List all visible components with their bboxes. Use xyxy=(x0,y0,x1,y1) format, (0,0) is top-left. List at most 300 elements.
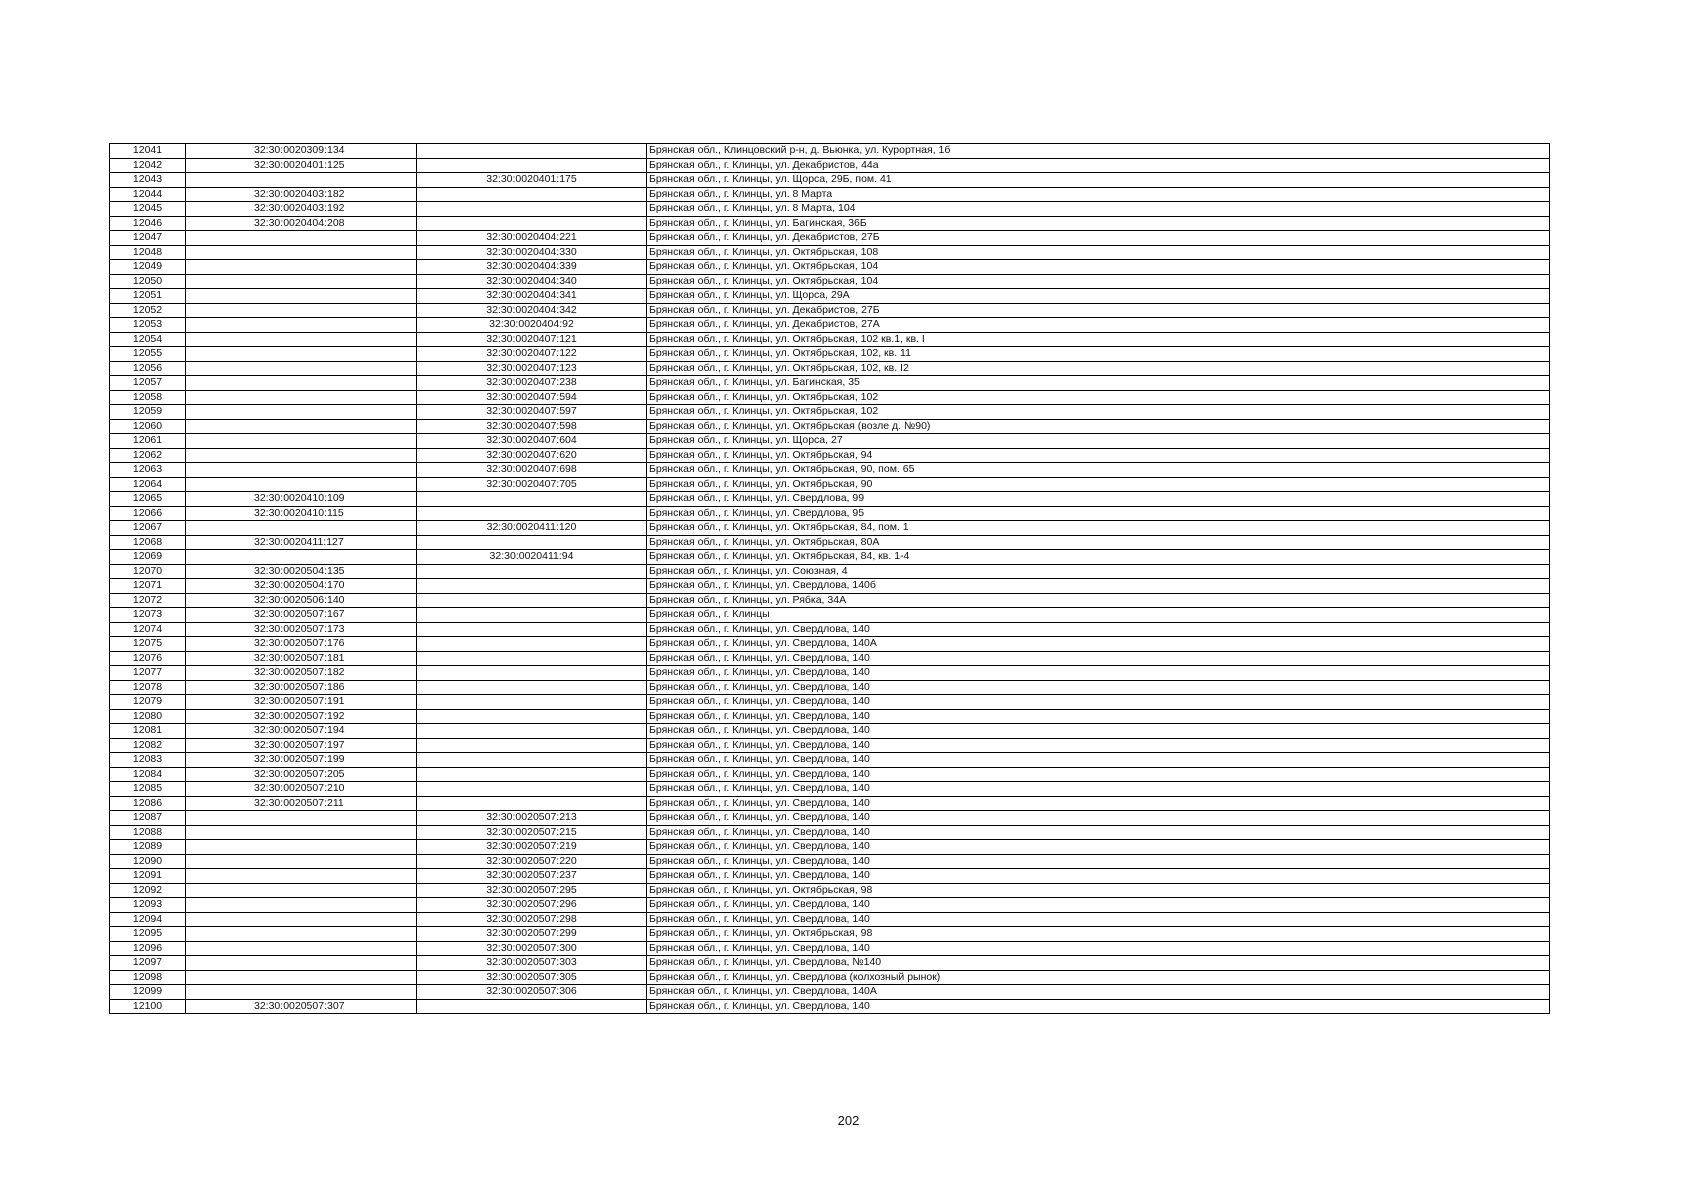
address-cell: Брянская обл., г. Клинцы, ул. Свердлова, 140 xyxy=(647,666,1550,681)
table-row xyxy=(110,927,1550,942)
cadastral-number-cell xyxy=(186,303,417,318)
table-row xyxy=(110,521,1550,536)
row-number-cell: 12068 xyxy=(110,535,186,550)
row-number-cell: 12079 xyxy=(110,695,186,710)
address-cell: Брянская обл., г. Клинцы, ул. Декабристов, 27Б xyxy=(647,231,1550,246)
cadastral-number-cell xyxy=(186,405,417,420)
cadastral-number-cell xyxy=(186,260,417,275)
table-row xyxy=(110,245,1550,260)
cadastral-number-alt-cell: 32:30:0020507:299 xyxy=(417,927,647,942)
cadastral-number-cell xyxy=(186,173,417,188)
address-cell: Брянская обл., г. Клинцы, ул. Октябрьская, 98 xyxy=(647,927,1550,942)
cadastral-number-cell: 32:30:0020507:307 xyxy=(186,999,417,1014)
cadastral-number-cell: 32:30:0020504:170 xyxy=(186,579,417,594)
address-cell: Брянская обл., г. Клинцы, ул. Багинская, 35 xyxy=(647,376,1550,391)
row-number-cell: 12062 xyxy=(110,448,186,463)
row-number-cell: 12087 xyxy=(110,811,186,826)
table-row xyxy=(110,332,1550,347)
table-row xyxy=(110,376,1550,391)
row-number-cell: 12085 xyxy=(110,782,186,797)
row-number-cell: 12094 xyxy=(110,912,186,927)
cadastral-number-cell xyxy=(186,390,417,405)
table-row xyxy=(110,550,1550,565)
table-row xyxy=(110,419,1550,434)
cadastral-number-alt-cell xyxy=(417,535,647,550)
table-row xyxy=(110,738,1550,753)
cadastral-number-cell xyxy=(186,840,417,855)
table-row xyxy=(110,695,1550,710)
table-row xyxy=(110,593,1550,608)
cadastral-number-alt-cell: 32:30:0020407:604 xyxy=(417,434,647,449)
address-cell: Брянская обл., г. Клинцы, ул. Багинская, 36Б xyxy=(647,216,1550,231)
address-cell: Брянская обл., г. Клинцы, ул. Свердлова, 140 xyxy=(647,912,1550,927)
address-cell: Брянская обл., г. Клинцы, ул. Свердлова, 140А xyxy=(647,637,1550,652)
cadastral-number-alt-cell xyxy=(417,144,647,159)
cadastral-number-alt-cell: 32:30:0020507:296 xyxy=(417,898,647,913)
address-cell: Брянская обл., г. Клинцы, ул. Свердлова, 140 xyxy=(647,753,1550,768)
cadastral-number-cell xyxy=(186,970,417,985)
address-cell: Брянская обл., г. Клинцы, ул. Свердлова, 140 xyxy=(647,651,1550,666)
address-cell: Брянская обл., г. Клинцы, ул. Свердлова, 140 xyxy=(647,622,1550,637)
cadastral-number-alt-cell xyxy=(417,579,647,594)
table-row xyxy=(110,840,1550,855)
table-row xyxy=(110,492,1550,507)
address-cell: Брянская обл., г. Клинцы, ул. Свердлова, 140 xyxy=(647,724,1550,739)
cadastral-number-cell: 32:30:0020507:197 xyxy=(186,738,417,753)
cadastral-number-alt-cell xyxy=(417,187,647,202)
cadastral-number-alt-cell xyxy=(417,651,647,666)
cadastral-number-alt-cell: 32:30:0020401:175 xyxy=(417,173,647,188)
address-cell: Брянская обл., г. Клинцы, ул. Октябрьская, 98 xyxy=(647,883,1550,898)
cadastral-number-alt-cell xyxy=(417,738,647,753)
cadastral-number-alt-cell: 32:30:0020404:341 xyxy=(417,289,647,304)
address-cell: Брянская обл., г. Клинцы, ул. Свердлова, 140 xyxy=(647,738,1550,753)
table-row xyxy=(110,970,1550,985)
cadastral-number-cell xyxy=(186,477,417,492)
cadastral-number-cell xyxy=(186,463,417,478)
cadastral-number-cell xyxy=(186,941,417,956)
cadastral-number-cell: 32:30:0020507:173 xyxy=(186,622,417,637)
row-number-cell: 12074 xyxy=(110,622,186,637)
address-cell: Брянская обл., г. Клинцы, ул. Октябрьская, 94 xyxy=(647,448,1550,463)
cadastral-number-alt-cell xyxy=(417,622,647,637)
row-number-cell: 12092 xyxy=(110,883,186,898)
address-cell: Брянская обл., г. Клинцы, ул. Октябрьская, 84, кв. 1-4 xyxy=(647,550,1550,565)
table-row xyxy=(110,999,1550,1014)
table-row xyxy=(110,608,1550,623)
row-number-cell: 12063 xyxy=(110,463,186,478)
cadastral-number-alt-cell: 32:30:0020407:594 xyxy=(417,390,647,405)
cadastral-number-alt-cell: 32:30:0020507:237 xyxy=(417,869,647,884)
table-row xyxy=(110,985,1550,1000)
cadastral-number-cell: 32:30:0020401:125 xyxy=(186,158,417,173)
row-number-cell: 12052 xyxy=(110,303,186,318)
cadastral-number-alt-cell xyxy=(417,216,647,231)
cadastral-number-cell: 32:30:0020410:109 xyxy=(186,492,417,507)
address-cell: Брянская обл., г. Клинцы, ул. Свердлова, 140 xyxy=(647,941,1550,956)
cadastral-number-cell xyxy=(186,245,417,260)
row-number-cell: 12084 xyxy=(110,767,186,782)
cadastral-number-alt-cell: 32:30:0020411:94 xyxy=(417,550,647,565)
cadastral-number-cell xyxy=(186,883,417,898)
cadastral-number-cell: 32:30:0020507:182 xyxy=(186,666,417,681)
cadastral-number-alt-cell xyxy=(417,695,647,710)
cadastral-number-cell xyxy=(186,898,417,913)
table-row xyxy=(110,202,1550,217)
row-number-cell: 12051 xyxy=(110,289,186,304)
cadastral-number-cell xyxy=(186,231,417,246)
row-number-cell: 12048 xyxy=(110,245,186,260)
row-number-cell: 12042 xyxy=(110,158,186,173)
table-row xyxy=(110,666,1550,681)
cadastral-number-cell: 32:30:0020507:167 xyxy=(186,608,417,623)
cadastral-number-cell: 32:30:0020504:135 xyxy=(186,564,417,579)
cadastral-number-alt-cell: 32:30:0020404:339 xyxy=(417,260,647,275)
address-cell: Брянская обл., г. Клинцы, ул. Октябрьская, 108 xyxy=(647,245,1550,260)
cadastral-number-alt-cell: 32:30:0020404:330 xyxy=(417,245,647,260)
table-row xyxy=(110,361,1550,376)
cadastral-number-alt-cell: 32:30:0020404:92 xyxy=(417,318,647,333)
address-cell: Брянская обл., г. Клинцы, ул. Октябрьская, 80А xyxy=(647,535,1550,550)
address-cell: Брянская обл., г. Клинцы, ул. Декабристов, 27А xyxy=(647,318,1550,333)
cadastral-number-alt-cell xyxy=(417,782,647,797)
address-cell: Брянская обл., г. Клинцы, ул. Свердлова, 140 xyxy=(647,999,1550,1014)
table-row xyxy=(110,724,1550,739)
cadastral-number-alt-cell: 32:30:0020404:340 xyxy=(417,274,647,289)
row-number-cell: 12047 xyxy=(110,231,186,246)
row-number-cell: 12089 xyxy=(110,840,186,855)
row-number-cell: 12043 xyxy=(110,173,186,188)
table-row xyxy=(110,158,1550,173)
address-cell: Брянская обл., г. Клинцы, ул. Свердлова, 99 xyxy=(647,492,1550,507)
row-number-cell: 12078 xyxy=(110,680,186,695)
cadastral-number-cell xyxy=(186,347,417,362)
address-cell: Брянская обл., г. Клинцы, ул. 8 Марта, 104 xyxy=(647,202,1550,217)
table-body xyxy=(110,144,1550,1014)
cadastral-number-alt-cell: 32:30:0020507:295 xyxy=(417,883,647,898)
address-cell: Брянская обл., г. Клинцы, ул. Октябрьская, 90, пом. 65 xyxy=(647,463,1550,478)
address-cell: Брянская обл., г. Клинцы, ул. Свердлова, 140 xyxy=(647,840,1550,855)
address-cell: Брянская обл., г. Клинцы, ул. Декабристов, 27Б xyxy=(647,303,1550,318)
address-cell: Брянская обл., г. Клинцы, ул. Свердлова, 140 xyxy=(647,796,1550,811)
cadastral-number-alt-cell xyxy=(417,608,647,623)
cadastral-number-cell: 32:30:0020507:192 xyxy=(186,709,417,724)
row-number-cell: 12064 xyxy=(110,477,186,492)
row-number-cell: 12058 xyxy=(110,390,186,405)
address-cell: Брянская обл., г. Клинцы, ул. Октябрьская, 84, пом. 1 xyxy=(647,521,1550,536)
row-number-cell: 12045 xyxy=(110,202,186,217)
table-row xyxy=(110,274,1550,289)
cadastral-number-cell xyxy=(186,419,417,434)
cadastral-number-cell: 32:30:0020507:186 xyxy=(186,680,417,695)
address-cell: Брянская обл., г. Клинцы, ул. Щорса, 29Б, пом. 41 xyxy=(647,173,1550,188)
cadastral-number-cell xyxy=(186,912,417,927)
address-cell: Брянская обл., г. Клинцы, ул. Свердлова (колхозный рынок) xyxy=(647,970,1550,985)
row-number-cell: 12057 xyxy=(110,376,186,391)
cadastral-number-alt-cell: 32:30:0020507:305 xyxy=(417,970,647,985)
row-number-cell: 12081 xyxy=(110,724,186,739)
row-number-cell: 12077 xyxy=(110,666,186,681)
cadastral-number-cell: 32:30:0020507:205 xyxy=(186,767,417,782)
cadastral-number-alt-cell: 32:30:0020407:122 xyxy=(417,347,647,362)
cadastral-number-cell: 32:30:0020507:176 xyxy=(186,637,417,652)
cadastral-number-cell xyxy=(186,869,417,884)
address-cell: Брянская обл., г. Клинцы, ул. Свердлова, 140 xyxy=(647,869,1550,884)
cadastral-number-alt-cell xyxy=(417,492,647,507)
table-row xyxy=(110,898,1550,913)
table-row xyxy=(110,535,1550,550)
cadastral-number-alt-cell: 32:30:0020404:221 xyxy=(417,231,647,246)
row-number-cell: 12059 xyxy=(110,405,186,420)
row-number-cell: 12067 xyxy=(110,521,186,536)
cadastral-number-cell: 32:30:0020507:211 xyxy=(186,796,417,811)
cadastral-number-cell: 32:30:0020507:181 xyxy=(186,651,417,666)
cadastral-number-alt-cell: 32:30:0020407:597 xyxy=(417,405,647,420)
cadastral-number-alt-cell: 32:30:0020404:342 xyxy=(417,303,647,318)
cadastral-number-cell: 32:30:0020411:127 xyxy=(186,535,417,550)
cadastral-number-cell xyxy=(186,956,417,971)
address-cell: Брянская обл., г. Клинцы, ул. Свердлова, 140б xyxy=(647,579,1550,594)
table-row xyxy=(110,506,1550,521)
cadastral-number-alt-cell xyxy=(417,666,647,681)
cadastral-number-alt-cell xyxy=(417,593,647,608)
cadastral-number-alt-cell: 32:30:0020507:213 xyxy=(417,811,647,826)
address-cell: Брянская обл., г. Клинцы, ул. Щорса, 27 xyxy=(647,434,1550,449)
cadastral-number-alt-cell: 32:30:0020407:238 xyxy=(417,376,647,391)
address-cell: Брянская обл., г. Клинцы, ул. Свердлова, 140 xyxy=(647,782,1550,797)
cadastral-number-cell: 32:30:0020410:115 xyxy=(186,506,417,521)
row-number-cell: 12070 xyxy=(110,564,186,579)
table-row xyxy=(110,448,1550,463)
table-row xyxy=(110,564,1550,579)
cadastral-number-alt-cell: 32:30:0020411:120 xyxy=(417,521,647,536)
row-number-cell: 12061 xyxy=(110,434,186,449)
address-cell: Брянская обл., г. Клинцы, ул. Свердлова, 95 xyxy=(647,506,1550,521)
row-number-cell: 12093 xyxy=(110,898,186,913)
cadastral-number-alt-cell xyxy=(417,158,647,173)
table-row xyxy=(110,912,1550,927)
table-row xyxy=(110,782,1550,797)
cadastral-number-alt-cell: 32:30:0020507:220 xyxy=(417,854,647,869)
table-row xyxy=(110,883,1550,898)
cadastral-number-cell: 32:30:0020507:199 xyxy=(186,753,417,768)
address-cell: Брянская обл., г. Клинцы, ул. Октябрьская, 90 xyxy=(647,477,1550,492)
row-number-cell: 12050 xyxy=(110,274,186,289)
table-row xyxy=(110,709,1550,724)
cadastral-number-cell xyxy=(186,550,417,565)
address-cell: Брянская обл., г. Клинцы, ул. Свердлова, №140 xyxy=(647,956,1550,971)
property-register-table xyxy=(109,143,1550,1014)
cadastral-number-alt-cell: 32:30:0020507:306 xyxy=(417,985,647,1000)
page-number: 202 xyxy=(837,1113,860,1128)
table-row xyxy=(110,303,1550,318)
row-number-cell: 12091 xyxy=(110,869,186,884)
cadastral-number-cell: 32:30:0020403:192 xyxy=(186,202,417,217)
cadastral-number-alt-cell: 32:30:0020507:303 xyxy=(417,956,647,971)
row-number-cell: 12097 xyxy=(110,956,186,971)
cadastral-number-alt-cell xyxy=(417,709,647,724)
cadastral-number-alt-cell xyxy=(417,202,647,217)
table-row xyxy=(110,187,1550,202)
table-row xyxy=(110,289,1550,304)
cadastral-number-cell: 32:30:0020507:191 xyxy=(186,695,417,710)
address-cell: Брянская обл., г. Клинцы, ул. Свердлова, 140 xyxy=(647,811,1550,826)
cadastral-number-alt-cell: 32:30:0020407:598 xyxy=(417,419,647,434)
row-number-cell: 12066 xyxy=(110,506,186,521)
cadastral-number-cell: 32:30:0020309:134 xyxy=(186,144,417,159)
address-cell: Брянская обл., Клинцовский р-н, д. Вьюнка, ул. Курортная, 1б xyxy=(647,144,1550,159)
cadastral-number-alt-cell: 32:30:0020407:705 xyxy=(417,477,647,492)
cadastral-number-alt-cell xyxy=(417,637,647,652)
row-number-cell: 12075 xyxy=(110,637,186,652)
table-row xyxy=(110,477,1550,492)
row-number-cell: 12095 xyxy=(110,927,186,942)
cadastral-number-alt-cell: 32:30:0020407:121 xyxy=(417,332,647,347)
address-cell: Брянская обл., г. Клинцы, ул. 8 Марта xyxy=(647,187,1550,202)
cadastral-number-cell xyxy=(186,521,417,536)
cadastral-number-alt-cell: 32:30:0020507:219 xyxy=(417,840,647,855)
row-number-cell: 12088 xyxy=(110,825,186,840)
table-row xyxy=(110,796,1550,811)
address-cell: Брянская обл., г. Клинцы, ул. Свердлова, 140 xyxy=(647,767,1550,782)
table-row xyxy=(110,854,1550,869)
address-cell: Брянская обл., г. Клинцы, ул. Свердлова, 140 xyxy=(647,898,1550,913)
table-row xyxy=(110,825,1550,840)
row-number-cell: 12049 xyxy=(110,260,186,275)
cadastral-number-cell xyxy=(186,854,417,869)
cadastral-number-alt-cell: 32:30:0020507:215 xyxy=(417,825,647,840)
address-cell: Брянская обл., г. Клинцы, ул. Свердлова, 140 xyxy=(647,825,1550,840)
table-row xyxy=(110,216,1550,231)
row-number-cell: 12100 xyxy=(110,999,186,1014)
table-row xyxy=(110,231,1550,246)
table-row xyxy=(110,260,1550,275)
cadastral-number-cell xyxy=(186,434,417,449)
row-number-cell: 12098 xyxy=(110,970,186,985)
row-number-cell: 12065 xyxy=(110,492,186,507)
row-number-cell: 12083 xyxy=(110,753,186,768)
row-number-cell: 12096 xyxy=(110,941,186,956)
cadastral-number-alt-cell: 32:30:0020507:298 xyxy=(417,912,647,927)
cadastral-number-alt-cell xyxy=(417,680,647,695)
address-cell: Брянская обл., г. Клинцы, ул. Щорса, 29А xyxy=(647,289,1550,304)
table-row xyxy=(110,637,1550,652)
cadastral-number-alt-cell xyxy=(417,796,647,811)
row-number-cell: 12080 xyxy=(110,709,186,724)
table-row xyxy=(110,173,1550,188)
address-cell: Брянская обл., г. Клинцы, ул. Октябрьская, 102 кв.1, кв. I xyxy=(647,332,1550,347)
table-row xyxy=(110,463,1550,478)
cadastral-number-alt-cell xyxy=(417,724,647,739)
cadastral-number-alt-cell xyxy=(417,999,647,1014)
row-number-cell: 12099 xyxy=(110,985,186,1000)
address-cell: Брянская обл., г. Клинцы, ул. Октябрьская, 104 xyxy=(647,260,1550,275)
row-number-cell: 12056 xyxy=(110,361,186,376)
address-cell: Брянская обл., г. Клинцы xyxy=(647,608,1550,623)
table-row xyxy=(110,318,1550,333)
cadastral-number-cell: 32:30:0020507:194 xyxy=(186,724,417,739)
row-number-cell: 12060 xyxy=(110,419,186,434)
row-number-cell: 12072 xyxy=(110,593,186,608)
row-number-cell: 12082 xyxy=(110,738,186,753)
cadastral-number-alt-cell xyxy=(417,767,647,782)
table-row xyxy=(110,680,1550,695)
table-row xyxy=(110,767,1550,782)
address-cell: Брянская обл., г. Клинцы, ул. Свердлова, 140А xyxy=(647,985,1550,1000)
address-cell: Брянская обл., г. Клинцы, ул. Декабристов, 44а xyxy=(647,158,1550,173)
table-row xyxy=(110,869,1550,884)
address-cell: Брянская обл., г. Клинцы, ул. Октябрьская, 102, кв. 11 xyxy=(647,347,1550,362)
row-number-cell: 12071 xyxy=(110,579,186,594)
cadastral-number-cell: 32:30:0020404:208 xyxy=(186,216,417,231)
cadastral-number-cell: 32:30:0020403:182 xyxy=(186,187,417,202)
cadastral-number-alt-cell xyxy=(417,564,647,579)
table-row xyxy=(110,956,1550,971)
table-row xyxy=(110,941,1550,956)
row-number-cell: 12044 xyxy=(110,187,186,202)
row-number-cell: 12090 xyxy=(110,854,186,869)
table-row xyxy=(110,347,1550,362)
cadastral-number-cell xyxy=(186,376,417,391)
table-row xyxy=(110,434,1550,449)
row-number-cell: 12073 xyxy=(110,608,186,623)
address-cell: Брянская обл., г. Клинцы, ул. Рябка, 34А xyxy=(647,593,1550,608)
row-number-cell: 12055 xyxy=(110,347,186,362)
address-cell: Брянская обл., г. Клинцы, ул. Октябрьская, 104 xyxy=(647,274,1550,289)
table-row xyxy=(110,405,1550,420)
row-number-cell: 12054 xyxy=(110,332,186,347)
cadastral-number-alt-cell xyxy=(417,506,647,521)
table-row xyxy=(110,622,1550,637)
cadastral-number-cell xyxy=(186,361,417,376)
address-cell: Брянская обл., г. Клинцы, ул. Свердлова, 140 xyxy=(647,695,1550,710)
table-row xyxy=(110,651,1550,666)
address-cell: Брянская обл., г. Клинцы, ул. Октябрьская, 102 xyxy=(647,390,1550,405)
cadastral-number-cell xyxy=(186,289,417,304)
address-cell: Брянская обл., г. Клинцы, ул. Октябрьская (возле д. №90) xyxy=(647,419,1550,434)
row-number-cell: 12053 xyxy=(110,318,186,333)
table-row xyxy=(110,144,1550,159)
address-cell: Брянская обл., г. Клинцы, ул. Свердлова, 140 xyxy=(647,680,1550,695)
address-cell: Брянская обл., г. Клинцы, ул. Октябрьская, 102, кв. I2 xyxy=(647,361,1550,376)
cadastral-number-cell xyxy=(186,985,417,1000)
cadastral-number-cell xyxy=(186,825,417,840)
table-row xyxy=(110,579,1550,594)
address-cell: Брянская обл., г. Клинцы, ул. Свердлова, 140 xyxy=(647,709,1550,724)
table-row xyxy=(110,811,1550,826)
cadastral-number-cell xyxy=(186,332,417,347)
address-cell: Брянская обл., г. Клинцы, ул. Октябрьская, 102 xyxy=(647,405,1550,420)
cadastral-number-cell xyxy=(186,811,417,826)
cadastral-number-alt-cell: 32:30:0020407:698 xyxy=(417,463,647,478)
table-row xyxy=(110,753,1550,768)
cadastral-number-alt-cell xyxy=(417,753,647,768)
cadastral-number-cell: 32:30:0020507:210 xyxy=(186,782,417,797)
table-row xyxy=(110,390,1550,405)
address-cell: Брянская обл., г. Клинцы, ул. Союзная, 4 xyxy=(647,564,1550,579)
cadastral-number-alt-cell: 32:30:0020507:300 xyxy=(417,941,647,956)
row-number-cell: 12041 xyxy=(110,144,186,159)
address-cell: Брянская обл., г. Клинцы, ул. Свердлова, 140 xyxy=(647,854,1550,869)
cadastral-number-cell xyxy=(186,927,417,942)
cadastral-number-cell: 32:30:0020506:140 xyxy=(186,593,417,608)
row-number-cell: 12069 xyxy=(110,550,186,565)
cadastral-number-alt-cell: 32:30:0020407:620 xyxy=(417,448,647,463)
row-number-cell: 12046 xyxy=(110,216,186,231)
cadastral-number-cell xyxy=(186,274,417,289)
cadastral-number-cell xyxy=(186,318,417,333)
row-number-cell: 12086 xyxy=(110,796,186,811)
